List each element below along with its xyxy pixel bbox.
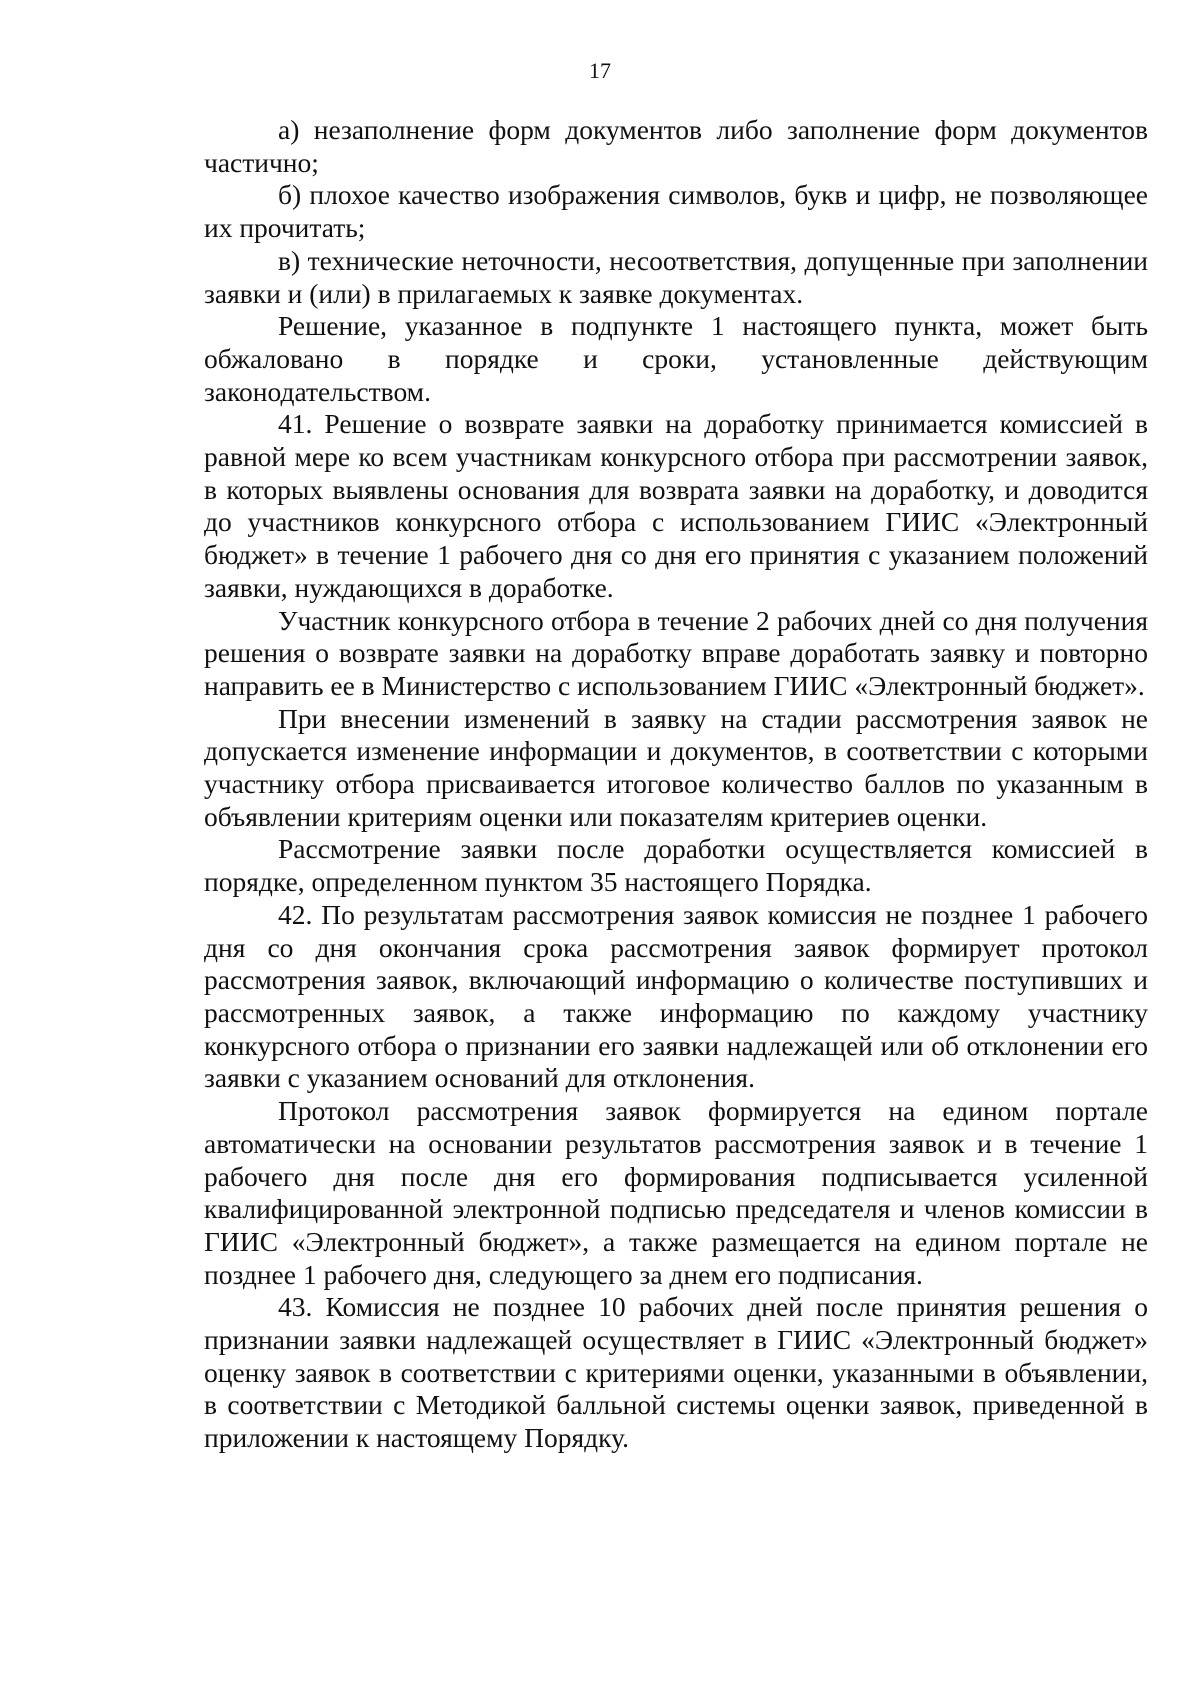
paragraph-participant-revision: Участник конкурсного отбора в течение 2 рабочих дней со дня получения решения о возврате заявки на доработку вправе доработать заявку и повторно направить ее в Министерство с использованием ГИИС «Электронный бюджет». (204, 604, 1148, 701)
paragraph-item-a: а) незаполнение форм документов либо заполнение форм документов частично; (204, 114, 1148, 178)
paragraph-item-v: в) технические неточности, несоответствия, допущенные при заполнении заявки и (или) в прилагаемых к заявке документах. (204, 244, 1148, 309)
paragraph-changes-restriction: При внесении изменений в заявку на стадии рассмотрения заявок не допускается изменение информации и документов, в соответствии с которыми участнику отбора присваивается итоговое количество баллов по указанным в объявлении критериям оценки или показателям критериев оценки. (204, 702, 1148, 832)
document-body (204, 114, 1148, 1455)
paragraph-item-b: б) плохое качество изображения символов, букв и цифр, не позволяющее их прочитать; (204, 179, 1148, 244)
page-number: 17 (589, 58, 611, 83)
paragraph-appeal-note: Решение, указанное в подпункте 1 настоящего пункта, может быть обжаловано в порядке и сроки, установленные действующим законодательством. (204, 310, 1148, 407)
paragraph-review-after-revision: Рассмотрение заявки после доработки осуществляется комиссией в порядке, определенном пунктом 35 настоящего Порядка. (204, 833, 1148, 898)
paragraph-section-43: 43. Комиссия не позднее 10 рабочих дней после принятия решения о признании заявки надлежащей осуществляет в ГИИС «Электронный бюджет» оценку заявок в соответствии с критериями оценки, указанными в объявлении, в соответствии с Методикой балльной системы оценки заявок, приведенной в приложении к настоящему Порядку. (204, 1291, 1148, 1454)
paragraph-protocol-formation: Протокол рассмотрения заявок формируется на едином портале автоматически на основании результатов рассмотрения заявок и в течение 1 рабочего дня после дня его формирования подписывается усиленной квалифицированной электронной подписью председателя и членов комиссии в ГИИС «Электронный бюджет», а также размещается на едином портале не позднее 1 рабочего дня, следующего за днем его подписания. (204, 1095, 1148, 1290)
paragraph-section-42: 42. По результатам рассмотрения заявок комиссия не позднее 1 рабочего дня со дня окончания срока рассмотрения заявок формирует протокол рассмотрения заявок, включающий информацию о количестве поступивших и рассмотренных заявок, а также информацию по каждому участнику конкурсного отбора о признании его заявки надлежащей или об отклонении его заявки с указанием оснований для отклонения. (204, 898, 1148, 1094)
paragraph-section-41: 41. Решение о возврате заявки на доработку принимается комиссией в равной мере ко всем участникам конкурсного отбора при рассмотрении заявок, в которых выявлены основания для возврата заявки на доработку, и доводится до участников конкурсного отбора с использованием ГИИС «Электронный бюджет» в течение 1 рабочего дня со дня его принятия с указанием положений заявки, нуждающихся в доработке. (204, 408, 1148, 603)
